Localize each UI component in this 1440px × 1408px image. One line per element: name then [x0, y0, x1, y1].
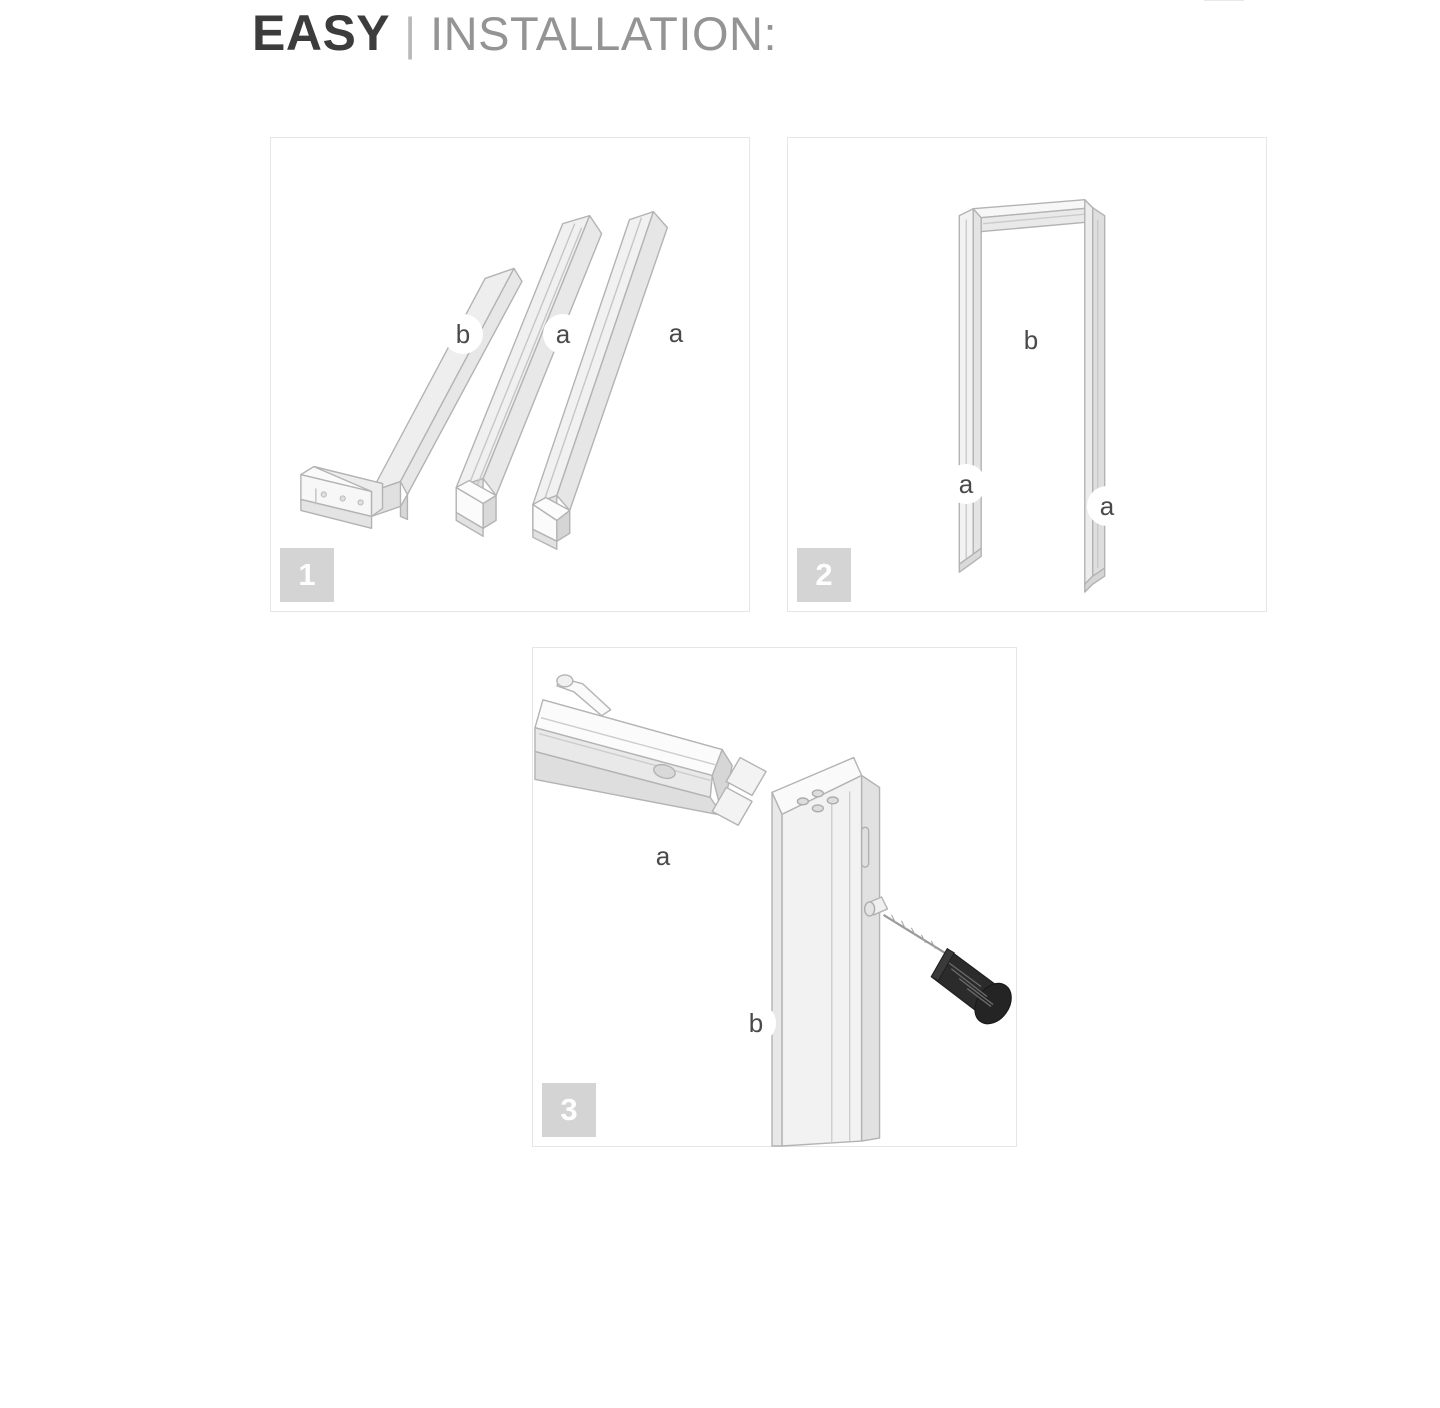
step-number: 3	[560, 1092, 578, 1127]
callout-label: b	[455, 319, 471, 349]
callout-label: a	[655, 841, 671, 871]
page-title-light: INSTALLATION:	[430, 7, 778, 60]
callout-a	[543, 314, 583, 354]
callout-b	[1011, 320, 1051, 360]
step-number: 1	[298, 557, 316, 592]
step-number-badge	[797, 548, 851, 602]
callout-b	[736, 1003, 776, 1043]
page-title	[252, 4, 777, 62]
callout-label: a	[958, 469, 974, 499]
step-1-drawing	[271, 138, 749, 611]
callout-a	[1087, 486, 1127, 526]
step-number: 2	[815, 557, 833, 592]
callout-label: b	[748, 1008, 764, 1038]
callout-label: a	[668, 318, 684, 348]
step-3-illustration-panel	[532, 647, 1017, 1147]
decorative-mark	[1204, 0, 1244, 1]
callout-a	[643, 836, 683, 876]
step-number-badge	[542, 1083, 596, 1137]
page-title-strong: EASY	[252, 5, 391, 61]
callout-label: b	[1023, 325, 1039, 355]
callout-b	[443, 314, 483, 354]
step-1-illustration-panel	[270, 137, 750, 612]
callout-a	[656, 313, 696, 353]
callout-a	[946, 464, 986, 504]
callout-label: a	[555, 319, 571, 349]
step-2-drawing	[788, 138, 1266, 611]
step-number-badge	[280, 548, 334, 602]
step-3-drawing	[533, 648, 1016, 1146]
step-2-illustration-panel	[787, 137, 1267, 612]
callout-label: a	[1099, 491, 1115, 521]
page-title-separator: |	[404, 8, 417, 60]
